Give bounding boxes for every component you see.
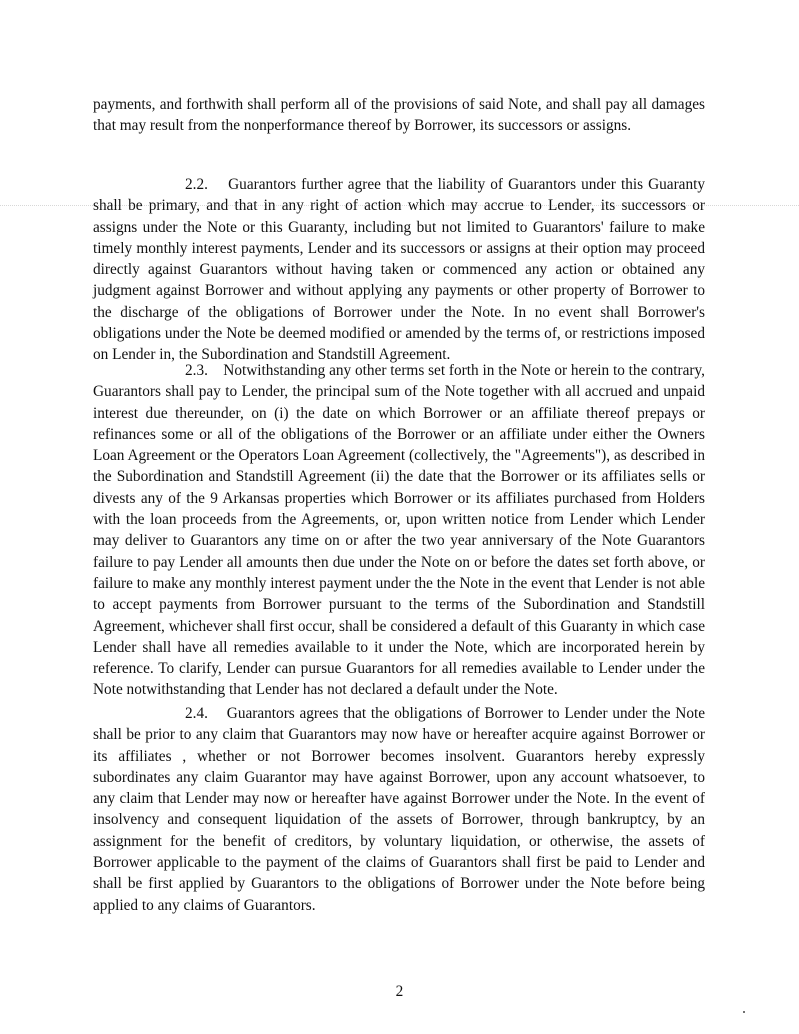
paragraph-2-2 bbox=[93, 174, 705, 366]
paragraph-intro-text: payments, and forthwith shall perform all of the provisions of said Note, and shall pay all damages that may result from the nonperformance thereof by Borrower, its successors or assigns. bbox=[93, 96, 705, 135]
section-number-2-4: 2.4. bbox=[185, 705, 208, 722]
paragraph-2-3-text: Notwithstanding any other terms set forth in the Note or herein to the contrary, Guarantors shall pay to Lender, the principal sum of the Note together with all accrued and unpaid interest due thereunder, on (i) the date on which Borrower or an affiliate thereof prepays or refinances some or all of the obligations of the Borrower or an affiliate under either the Owners Loan Agreement or the Operators Loan Agreement (collectively, the "Agreements"), as described in the Subordination and Standstill Agreement (ii) the date that the Borrower or its affiliates sells or divests any of the 9 Arkansas properties which Borrower or its affiliates purchased from Holders with the loan proceeds from the Agreements, or, upon written notice from Lender which Lender may deliver to Guarantors any time on or after the two year anniversary of the Note Guarantors failure to pay Lender all amounts then due under the Note on or before the dates set forth above, or failure to make any monthly interest payment under the the Note in the event that Lender is not able to accept payments from Borrower pursuant to the terms of the Subordination and Standstill Agreement, whichever shall first occur, shall be considered a default of this Guaranty in which case Lender shall have all remedies available to it under the Note, which are incorporated herein by reference. To clarify, Lender can pursue Guarantors for all remedies available to Lender under the Note notwithstanding that Lender has not declared a default under the Note. bbox=[93, 362, 705, 699]
paragraph-2-3 bbox=[93, 360, 705, 701]
paragraph-2-4 bbox=[93, 703, 705, 916]
scan-artifact-dot bbox=[743, 1011, 745, 1013]
paragraph-2-2-text: Guarantors further agree that the liability of Guarantors under this Guaranty shall be primary, and that in any right of action which may accrue to Lender, its successors or assigns under the Note or this Guaranty, including but not limited to Guarantors' failure to make timely monthly interest payments, Lender and its successors or assigns at their option may proceed directly against Guarantors without having taken or commenced any action or obtained any judgment against Borrower and without applying any payments or other property of Borrower to the discharge of the obligations of Borrower under the Note. In no event shall Borrower's obligations under the Note be deemed modified or amended by the terms of, or restrictions imposed on Lender in, the Subordination and Standstill Agreement. bbox=[93, 176, 705, 364]
paragraph-intro bbox=[93, 94, 705, 137]
paragraph-2-4-text: Guarantors agrees that the obligations of Borrower to Lender under the Note shall be prior to any claim that Guarantors may now have or hereafter acquire against Borrower or its affiliates , whether or not Borrower becomes insolvent. Guarantors hereby expressly subordinates any claim Guarantor may have against Borrower, upon any account whatsoever, to any claim that Lender may now or hereafter have against Borrower under the Note. In the event of insolvency and consequent liquidation of the assets of Borrower, through bankruptcy, by an assignment for the benefit of creditors, by voluntary liquidation, or otherwise, the assets of Borrower applicable to the payment of the claims of Guarantors shall first be paid to Lender and shall be first applied by Guarantors to the obligations of Borrower under the Note before being applied to any claims of Guarantors. bbox=[93, 705, 706, 914]
section-number-2-2: 2.2. bbox=[185, 176, 208, 193]
page-number: 2 bbox=[395, 983, 404, 1000]
section-number-2-3: 2.3. bbox=[185, 362, 208, 379]
